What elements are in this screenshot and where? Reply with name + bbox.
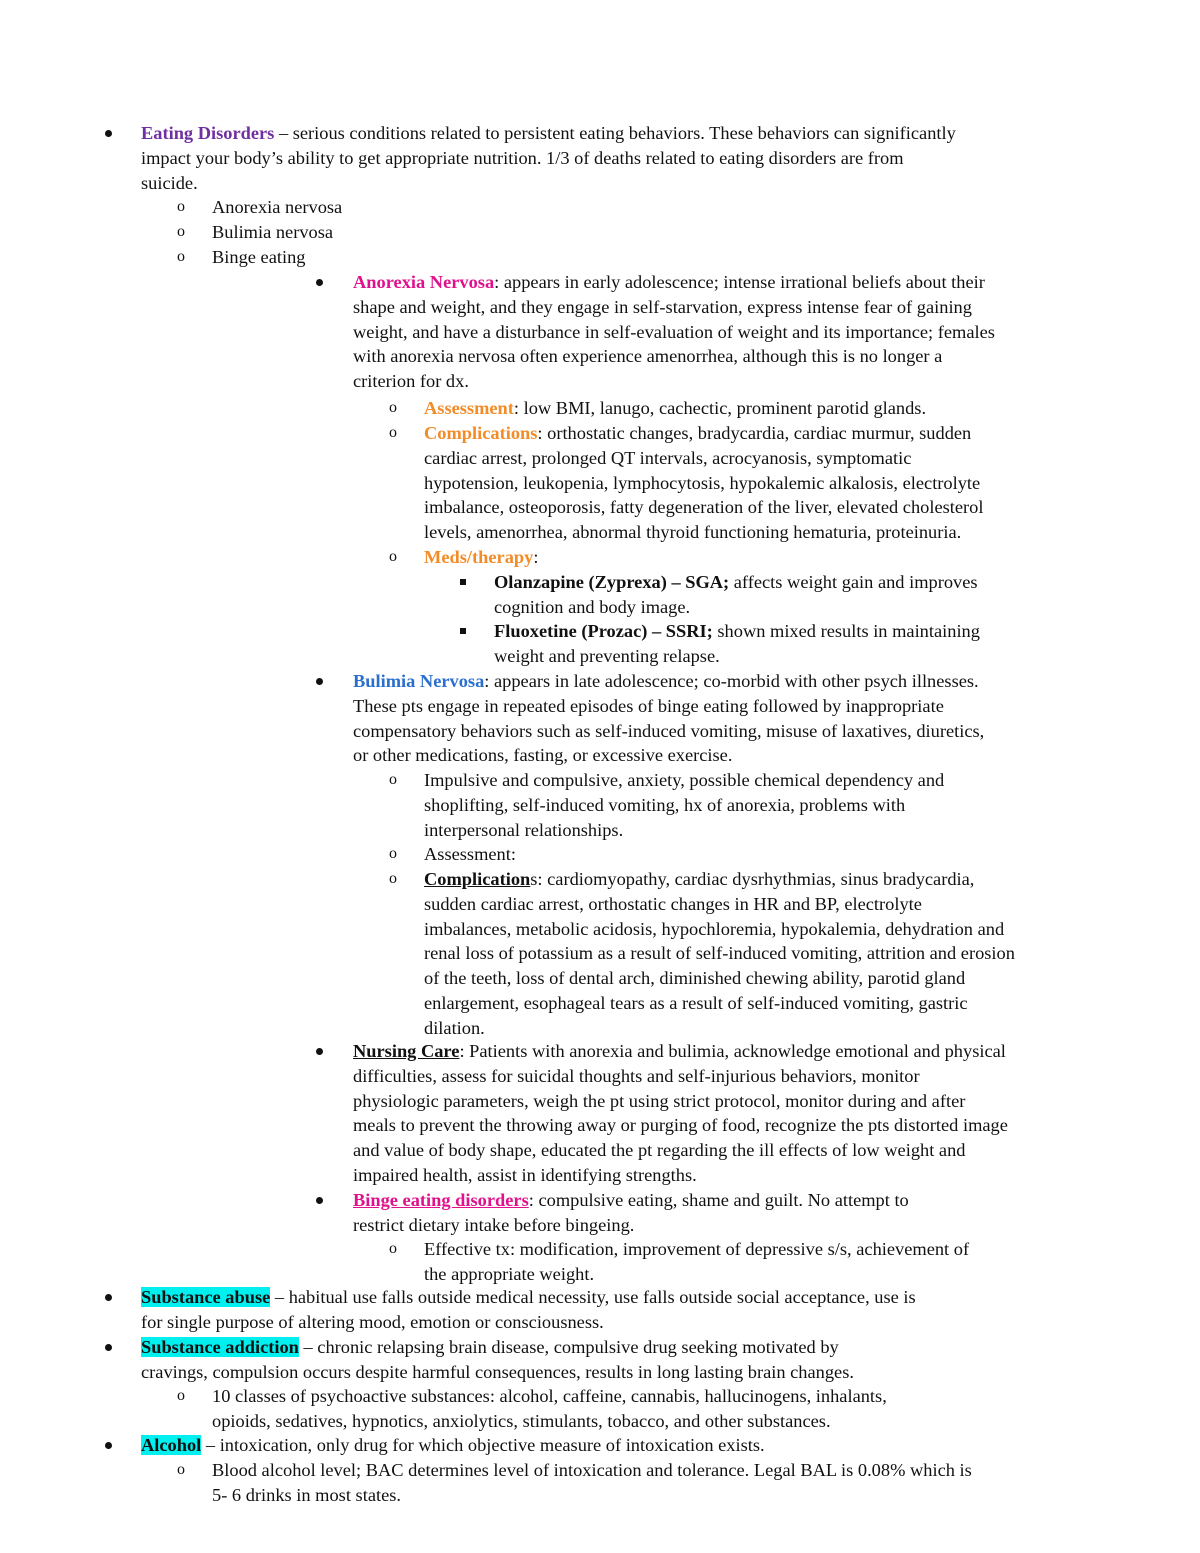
bulimia-term: Bulimia Nervosa [353,671,485,691]
nursing-care-item: Nursing Care: Patients with anorexia and bulimia, acknowledge emotional and physical difficulties, assess for suicidal thoughts and self-injurious behaviors, monitor physiologic parameters, weigh the pt using strict protocol, monitor during and after meals to prevent the throwing away or purging of food, recognize the pts distorted image and value of body shape, educated the pt regarding the ill effects of low weight and impaired health, assist in identifying strengths. [353,1041,1008,1185]
binge-tx: Effective tx: modification, improvement of depressive s/s, achievement of the appropriate weight. [424,1239,970,1284]
substance-addiction-term: Substance addiction [141,1337,299,1357]
type-item: Binge eating [212,247,306,267]
bullet-icon [105,1344,112,1351]
circle-bullet-icon: o [389,424,397,441]
med-item: Olanzapine (Zyprexa) – SGA; affects weight gain and improves cognition and body image. [494,572,978,617]
substance-abuse-item: Substance abuse – habitual use falls outside medical necessity, use falls outside social acceptance, use is for single purpose of altering mood, emotion or consciousness. [141,1287,916,1332]
circle-bullet-icon: o [389,1240,397,1257]
eating-line-2: impact your body’s ability to get appropriate nutrition. 1/3 of deaths related to eating disorders are from [141,147,904,168]
circle-bullet-icon: o [177,198,185,215]
eating-line-3: suicide. [141,172,198,193]
nursing-term: Nursing Care [353,1041,460,1061]
circle-bullet-icon: o [177,223,185,240]
square-bullet-icon [460,579,466,585]
circle-bullet-icon: o [177,1387,185,1404]
anorexia-line-1: Anorexia Nervosa: appears in early adolescence; intense irrational beliefs about their [353,272,985,292]
bullet-icon [316,279,323,286]
circle-bullet-icon: o [389,399,397,416]
anorexia-term: Anorexia Nervosa [353,272,495,292]
bulimia-item: Bulimia Nervosa: appears in late adolescence; co-morbid with other psych illnesses. These pts engage in repeated episodes of binge eating followed by inappropriate compensatory behaviors such as self-induced vomiting, misuse of laxatives, diuretics, or other medications, fasting, or excessive exercise. [353,671,985,766]
bullet-icon [316,1197,323,1204]
alcohol-term: Alcohol [141,1435,202,1455]
bullet-icon [105,1294,112,1301]
anorexia-complications: Complications: orthostatic changes, bradycardia, cardiac murmur, sudden cardiac arrest, prolonged QT intervals, acrocyanosis, symptomatic hypotension, leukopenia, lymphocytosis, hypokalemic alkalosis, electrolyte imbalance, osteoporosis, fatty degeneration of the liver, elevated cholesterol levels, amenorrhea, abnormal thyroid functioning hematuria, proteinuria. [424,423,984,543]
anorexia-meds: Meds/therapy: [424,547,539,567]
square-bullet-icon [460,628,466,634]
eating-disorders-item [141,121,956,195]
eating-line-1: Eating Disorders – serious conditions related to persistent eating behaviors. These behaviors can significantly [141,123,956,143]
substance-classes: 10 classes of psychoactive substances: alcohol, caffeine, cannabis, hallucinogens, inhalants, opioids, sedatives, hypnotics, anxiolytics, stimulants, tobacco, and other substances. [212,1386,887,1431]
bulimia-complications: Complications: cardiomyopathy, cardiac dysrhythmias, sinus bradycardia, sudden cardiac arrest, orthostatic changes in HR and BP, electrolyte imbalances, metabolic acidosis, hypochloremia, hypokalemia, dehydration and renal loss of potassium as a result of self-induced vomiting, attrition and erosion of the teeth, loss of dental arch, diminished chewing ability, parotid gland enlargement, esophageal tears as a result of self-induced vomiting, gastric dilation. [424,869,1015,1038]
circle-bullet-icon: o [177,248,185,265]
bulimia-impulsive: Impulsive and compulsive, anxiety, possible chemical dependency and shoplifting, self-induced vomiting, hx of anorexia, problems with interpersonal relationships. [424,770,945,840]
alcohol-item: Alcohol – intoxication, only drug for which objective measure of intoxication exists. [141,1435,765,1455]
substance-addiction-item: Substance addiction – chronic relapsing brain disease, compulsive drug seeking motivated by cravings, compulsion occurs despite harmful consequences, results in long lasting brain changes. [141,1337,854,1382]
circle-bullet-icon: o [177,1461,185,1478]
type-item: Anorexia nervosa [212,197,343,217]
bullet-icon [105,1442,112,1449]
bulimia-assessment: Assessment: [424,844,516,864]
circle-bullet-icon: o [389,548,397,565]
med-item: Fluoxetine (Prozac) – SSRI; shown mixed results in maintaining weight and preventing relapse. [494,621,980,666]
anorexia-assessment: Assessment: low BMI, lanugo, cachectic, prominent parotid glands. [424,398,927,418]
binge-term: Binge eating disorders [353,1190,529,1210]
alcohol-bac: Blood alcohol level; BAC determines level of intoxication and tolerance. Legal BAL is 0.08% which is 5- 6 drinks in most states. [212,1460,972,1505]
anorexia-item: Anorexia Nervosa: appears in early adolescence; intense irrational beliefs about their shape and weight, and they engage in self-starvation, express intense fear of gaining weight, and have a disturbance in self-evaluation of weight and its importance; females with anorexia nervosa often experience amenorrhea, although this is no longer a criterion for dx. [353,272,995,392]
circle-bullet-icon: o [389,845,397,862]
bullet-icon [316,1048,323,1055]
bullet-icon [316,678,323,685]
eating-term: Eating Disorders [141,123,275,143]
bullet-icon [105,130,112,137]
circle-bullet-icon: o [389,870,397,887]
circle-bullet-icon: o [389,771,397,788]
type-item: Bulimia nervosa [212,222,334,242]
binge-item: Binge eating disorders: compulsive eating, shame and guilt. No attempt to restrict dietary intake before bingeing. [353,1190,909,1235]
substance-abuse-term: Substance abuse [141,1287,271,1307]
